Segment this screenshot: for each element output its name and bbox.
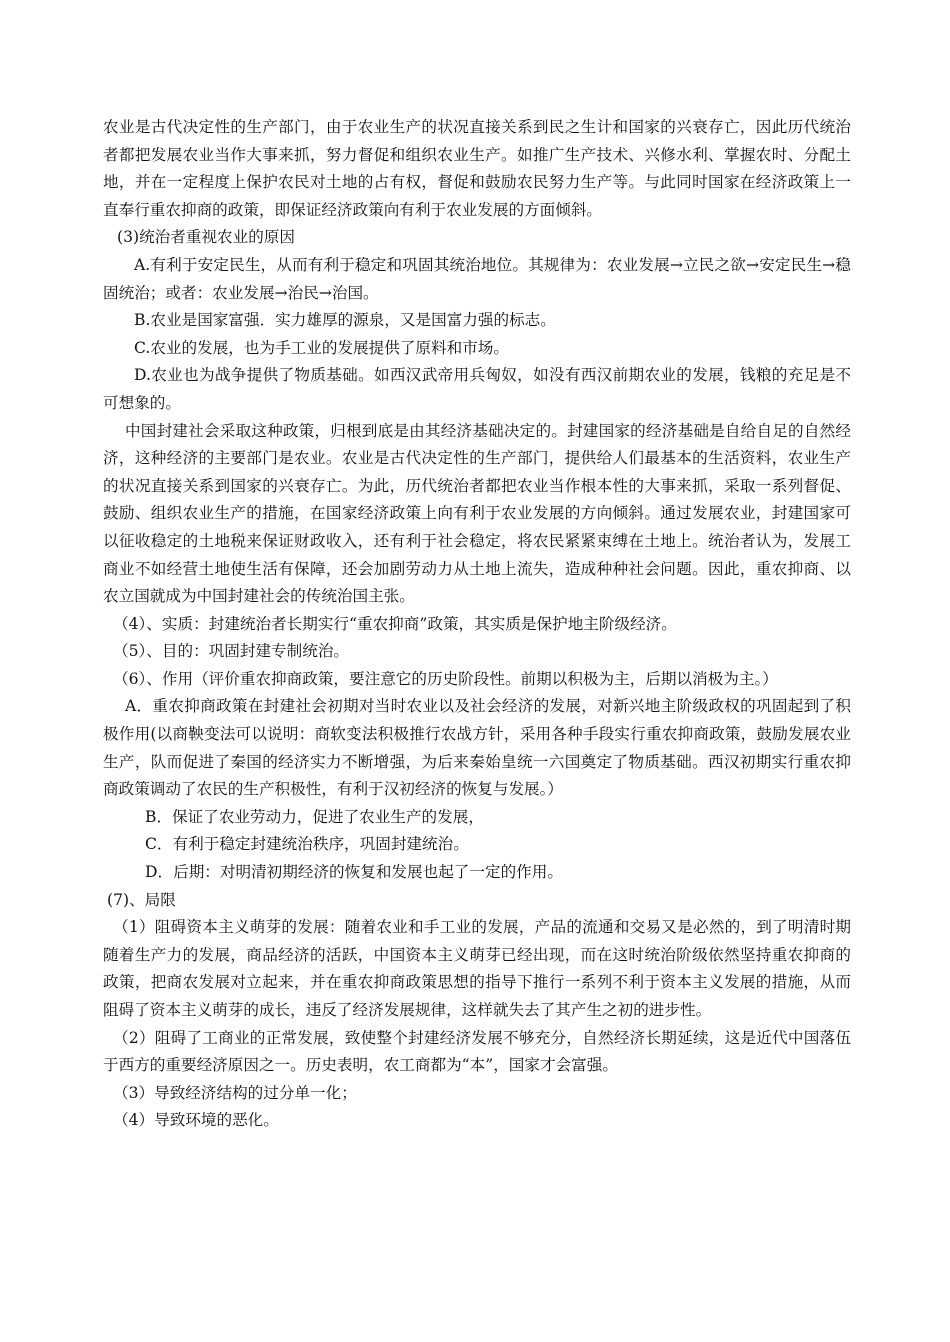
reason-c: C.农业的发展，也为手工业的发展提供了原料和市场。 (134, 338, 509, 357)
reason-b: B.农业是国家富强．实力雄厚的源泉，又是国富力强的标志。 (134, 311, 556, 330)
limitation-4: （4）导致环境的恶化。 (113, 1111, 279, 1130)
effect-d: D．后期：对明清初期经济的恢复和发展也起了一定的作用。 (145, 863, 563, 882)
limitation-2: （2）阻碍了工商业的正常发展，致使整个封建经济发展不够充分，自然经济长期延续，这是近代中国落伍于西方的重要经济原因之一。历史表明，农工商都为“本”，国家才会富强。 (103, 1028, 852, 1075)
paragraph-agriculture-intro: 农业是古代决定性的生产部门，由于农业生产的状况直接关系到民之生计和国家的兴衰存亡，因此历代统治者都把发展农业当作大事来抓，努力督促和组织农业生产。如推广生产技术、兴修水利、掌握农时、分配土地，并在一定程度上保护农民对土地的占有权，督促和鼓励农民努力生产等。与此同时国家在经济政策上一直奉行重农抑商的政策，即保证经济政策向有利于农业发展的方面倾斜。 (103, 118, 851, 219)
item-effect: （6）、作用（评价重农抑商政策，要注意它的历史阶段性。前期以积极为主，后期以消极为主。） (113, 669, 778, 688)
limitation-1: （1）阻碍资本主义萌芽的发展：随着农业和手工业的发展，产品的流通和交易又是必然的，到了明清时期随着生产力的发展，商品经济的活跃，中国资本主义萌芽已经出现，而在这时统治阶级依然坚持重农抑商的政策，把商农发展对立起来，并在重农抑商政策思想的指导下推行一系列不利于资本主义发展的措施，从而阻碍了资本主义萌芽的成长，违反了经济发展规律，这样就失去了其产生之初的进步性。 (103, 918, 852, 1019)
effect-b: B．保证了农业劳动力，促进了农业生产的发展， (145, 807, 484, 826)
document-page (103, 114, 851, 1135)
reason-d: D.农业也为战争提供了物质基础。如西汉武帝用兵匈奴，如没有西汉前期农业的发展，钱粮的充足是不可想象的。 (103, 366, 851, 412)
item-purpose: （5）、目的：巩固封建专制统治。 (113, 642, 350, 661)
item-essence: （4）、实质：封建统治者长期实行“重农抑商”政策，其实质是保护地主阶级经济。 (113, 614, 677, 633)
paragraph-economic-basis: 中国封建社会采取这种政策，归根到底是由其经济基础决定的。封建国家的经济基础是自给自足的自然经济，这种经济的主要部门是农业。农业是古代决定性的生产部门，提供给人们最基本的生活资料，农业生产的状况直接关系到国家的兴衰存亡。为此，历代统治者都把农业当作根本性的大事来抓，采取一系列督促、鼓励、组织农业生产的措施，在国家经济政策上向有利于农业发展的方向倾斜。通过发展农业，封建国家可以征收稳定的土地税来保证财政收入，还有利于社会稳定，将农民紧紧束缚在土地上。统治者认为，发展工商业不如经营土地使生活有保障，还会加剧劳动力从土地上流失，造成种种社会问题。因此，重农抑商、以农立国就成为中国封建社会的传统治国主张。 (103, 421, 851, 606)
effect-c: C．有利于稳定封建统治秩序，巩固封建统治。 (145, 835, 469, 854)
limitation-3: （3）导致经济结构的过分单一化； (113, 1083, 357, 1102)
heading-reasons: (3)统治者重视农业的原因 (117, 228, 296, 247)
heading-limitations: (7)、局限 (107, 890, 176, 909)
effect-a: A．重农抑商政策在封建社会初期对当时农业以及社会经济的发展，对新兴地主阶级政权的巩固起到了积极作用(以商鞅变法可以说明：商软变法积极推行农战方针，采用各种手段实行重农抑商政策，鼓励发展农业生产，队而促进了秦国的经济实力不断增强，为后来秦始皇统一六国奠定了物质基础。西汉初期实行重农抑商政策调动了农民的生产积极性，有利于汉初经济的恢复与发展。） (103, 697, 851, 799)
reason-a: A.有利于安定民生，从而有利于稳定和巩固其统治地位。其规律为：农业发展→立民之欲→安定民生→稳固统治；或者：农业发展→治民→治国。 (103, 255, 851, 302)
